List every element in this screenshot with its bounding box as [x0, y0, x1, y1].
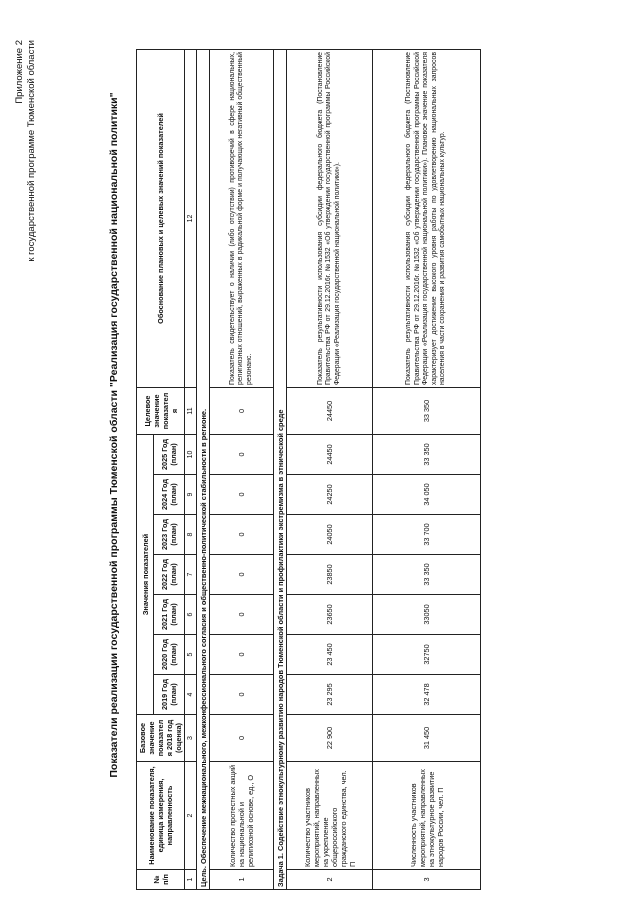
- column-index: 4: [185, 675, 197, 715]
- goal-row: [197, 50, 210, 890]
- year-value: 33 350: [373, 435, 481, 475]
- base-value: 22 900: [287, 715, 373, 762]
- col-header-num: № п/п: [137, 870, 185, 890]
- col-header-name: Наименование показателя, единица измерения, направленность: [137, 762, 185, 870]
- col-header-target: Целевое значение показател я: [137, 388, 185, 435]
- year-value: 32750: [373, 635, 481, 675]
- column-index: 5: [185, 635, 197, 675]
- year-value: 0: [210, 435, 274, 475]
- table-row: [287, 50, 373, 890]
- year-value: 32 478: [373, 675, 481, 715]
- col-header-justification: Обоснование плановых и целевых значений показателей: [137, 50, 185, 388]
- year-value: 0: [210, 635, 274, 675]
- column-index: 7: [185, 555, 197, 595]
- target-value: 0: [210, 388, 274, 435]
- indicator-name: Численность участников мероприятий, направленных на этнокультурное развитие народов России, чел. П: [373, 762, 481, 870]
- year-value: 34 050: [373, 475, 481, 515]
- year-value: 0: [210, 595, 274, 635]
- year-value: 23650: [287, 595, 373, 635]
- year-value: 23 450: [287, 635, 373, 675]
- column-index: 2: [185, 762, 197, 870]
- column-index: 1: [185, 870, 197, 890]
- year-value: 24250: [287, 475, 373, 515]
- column-index: 11: [185, 388, 197, 435]
- col-header-base: Базовое значение показател я 2018 год (оценка): [137, 715, 185, 762]
- year-value: 0: [210, 515, 274, 555]
- appendix-line-2: к государственной программе Тюменской области: [26, 40, 37, 262]
- year-value: 24050: [287, 515, 373, 555]
- year-value: 33050: [373, 595, 481, 635]
- justification-text: Показатель свидетельствует о наличии (либо отсутствии) противоречий в сфере национальных, религиозных отношений, выраженных в радикальной форме и получающих негативный общественный резонанс.: [210, 50, 274, 388]
- year-value: 0: [210, 675, 274, 715]
- column-index: 10: [185, 435, 197, 475]
- table-row: [210, 50, 274, 890]
- row-num: 3: [373, 870, 481, 890]
- year-value: 33 700: [373, 515, 481, 555]
- column-index: 9: [185, 475, 197, 515]
- task-text: Задача 1. Содействие этнокультурному развитию народов Тюменской области и профилактики экстремизма в этнической среде: [274, 50, 287, 890]
- col-header-year: 2022 Год (план): [154, 555, 185, 595]
- target-value: 33 350: [373, 388, 481, 435]
- appendix-line-1: Приложение 2: [14, 40, 25, 104]
- col-header-year: 2025 Год (план): [154, 435, 185, 475]
- task-row: [274, 50, 287, 890]
- year-value: 0: [210, 555, 274, 595]
- col-header-year: 2019 Год (план): [154, 675, 185, 715]
- col-header-year: 2020 Год (план): [154, 635, 185, 675]
- justification-text: Показатель результативности использования субсидии федерального бюджета (Постановление Правительства РФ от 29.12.2016г. №1532 «Об утверждении государственной программы Российской Федерации «Реализация государственной национальной политики»). Плановое значение показателя характеризует достижение высокого уровня работы по удовлетворению национальных запросов населения в части сохранения и развития самобытных национальных культур.: [373, 50, 481, 388]
- column-index: 6: [185, 595, 197, 635]
- goal-text: Цель. Обеспечение межнационального, межконфессионального согласия и общественно-политической стабильности в регионе.: [197, 50, 210, 890]
- indicator-name: Количество протестных акций на национальной и религиозной основе, ед., О: [210, 762, 274, 870]
- year-value: 23 295: [287, 675, 373, 715]
- col-header-values-group: Значения показателей: [137, 435, 154, 715]
- year-value: 24450: [287, 435, 373, 475]
- document-title: Показатели реализации государственной программы Тюменской области "Реализация государственной национальной политики": [108, 92, 120, 778]
- col-header-year: 2024 Год (план): [154, 475, 185, 515]
- target-value: 24450: [287, 388, 373, 435]
- indicator-name: Количество участников мероприятий, направленных на укрепление общероссийского гражданского единства, чел. П: [287, 762, 373, 870]
- base-value: 0: [210, 715, 274, 762]
- table-header-row: [137, 50, 154, 890]
- year-value: 33 350: [373, 555, 481, 595]
- column-index-row: [185, 50, 197, 890]
- col-header-year: 2023 Год (план): [154, 515, 185, 555]
- year-value: 23850: [287, 555, 373, 595]
- column-index: 3: [185, 715, 197, 762]
- table-row: [373, 50, 481, 890]
- column-index: 8: [185, 515, 197, 555]
- year-value: 0: [210, 475, 274, 515]
- row-num: 1: [210, 870, 274, 890]
- appendix-note: [14, 40, 38, 262]
- base-value: 31 450: [373, 715, 481, 762]
- col-header-year: 2021 Год (план): [154, 595, 185, 635]
- indicators-table: [136, 49, 481, 890]
- justification-text: Показатель результативности использования субсидии федерального бюджета (Постановление Правительства РФ от 29.12.2016г. №1532 «Об утверждении государственной программы Российской Федерации «Реализация государственной национальной политики»).: [287, 50, 373, 388]
- row-num: 2: [287, 870, 373, 890]
- column-index: 12: [185, 50, 197, 388]
